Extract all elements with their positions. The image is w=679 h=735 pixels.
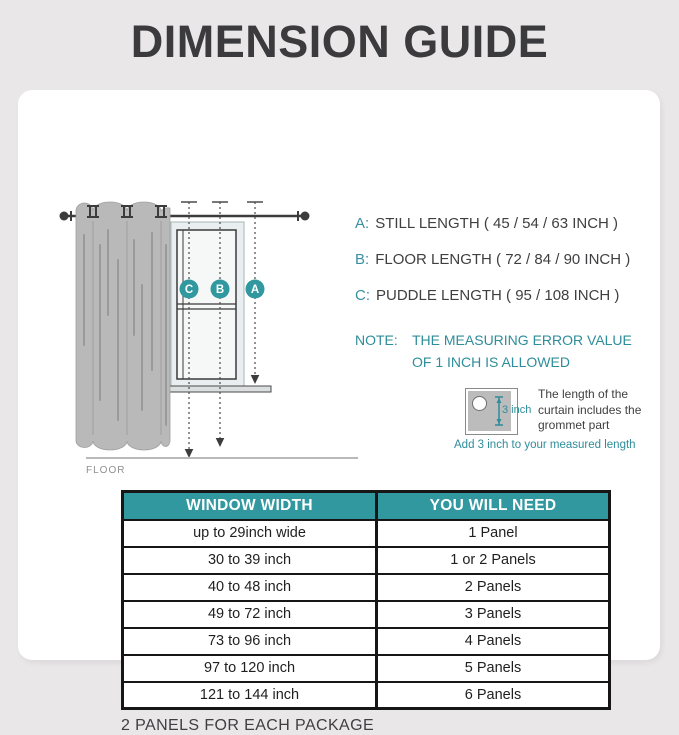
panels-needed-cell: 5 Panels bbox=[377, 655, 610, 682]
floor-length-line bbox=[355, 250, 675, 270]
package-note: 2 PANELS FOR EACH PACKAGE bbox=[121, 717, 375, 734]
content-card bbox=[18, 90, 660, 734]
grommet-ring-icon bbox=[472, 396, 487, 411]
window-width-cell: 73 to 96 inch bbox=[123, 628, 377, 655]
measurement-markers bbox=[180, 280, 265, 299]
table-row bbox=[123, 601, 610, 628]
window-width-cell: 40 to 48 inch bbox=[123, 574, 377, 601]
header-you-will-need: YOU WILL NEED bbox=[377, 492, 610, 520]
grommet-description: The length of the curtain includes the grommet part bbox=[538, 387, 642, 432]
window-width-cell: 49 to 72 inch bbox=[123, 601, 377, 628]
puddle-length-text: PUDDLE LENGTH ( 95 / 108 INCH ) bbox=[376, 287, 620, 304]
marker-b-key: B: bbox=[355, 251, 370, 268]
window-width-cell: 97 to 120 inch bbox=[123, 655, 377, 682]
marker-c-key: C: bbox=[355, 287, 370, 304]
window-width-cell: 121 to 144 inch bbox=[123, 682, 377, 709]
table-row bbox=[123, 547, 610, 574]
table-row bbox=[123, 520, 610, 547]
panels-needed-cell: 4 Panels bbox=[377, 628, 610, 655]
measuring-note bbox=[355, 329, 655, 373]
floor-label: FLOOR bbox=[86, 465, 126, 476]
grommet-tip: Add 3 inch to your measured length bbox=[454, 439, 636, 451]
note-label: NOTE: bbox=[355, 332, 398, 348]
marker-a-key: A: bbox=[355, 215, 370, 232]
floor-length-text: FLOOR LENGTH ( 72 / 84 / 90 INCH ) bbox=[375, 251, 631, 268]
panels-needed-table bbox=[121, 490, 611, 710]
panels-needed-cell: 2 Panels bbox=[377, 574, 610, 601]
page-title: DIMENSION GUIDE bbox=[130, 16, 549, 67]
length-definitions bbox=[355, 214, 675, 322]
curtain-illustration bbox=[76, 202, 170, 450]
window-width-cell: 30 to 39 inch bbox=[123, 547, 377, 574]
still-length-text: STILL LENGTH ( 45 / 54 / 63 INCH ) bbox=[375, 215, 619, 232]
grommet-diagram bbox=[465, 388, 532, 435]
note-line-2: OF 1 INCH IS ALLOWED bbox=[412, 354, 570, 370]
window-sill bbox=[167, 386, 271, 392]
table-row bbox=[123, 628, 610, 655]
window-width-cell: up to 29inch wide bbox=[123, 520, 377, 547]
table-row bbox=[123, 574, 610, 601]
puddle-length-line bbox=[355, 286, 675, 306]
panels-needed-cell: 6 Panels bbox=[377, 682, 610, 709]
marker-c: C bbox=[184, 284, 194, 297]
table-header-row bbox=[123, 492, 610, 520]
curtain-window-diagram bbox=[48, 185, 368, 485]
marker-a: A bbox=[250, 284, 260, 297]
table-row bbox=[123, 682, 610, 709]
note-line-1: THE MEASURING ERROR VALUE bbox=[412, 332, 632, 348]
header-window-width: WINDOW WIDTH bbox=[123, 492, 377, 520]
grommet-measure-label: 3 inch bbox=[502, 404, 532, 416]
table-row bbox=[123, 655, 610, 682]
marker-b: B bbox=[215, 284, 225, 297]
still-length-line bbox=[355, 214, 675, 234]
panels-needed-cell: 1 Panel bbox=[377, 520, 610, 547]
panels-needed-cell: 1 or 2 Panels bbox=[377, 547, 610, 574]
panels-needed-cell: 3 Panels bbox=[377, 601, 610, 628]
